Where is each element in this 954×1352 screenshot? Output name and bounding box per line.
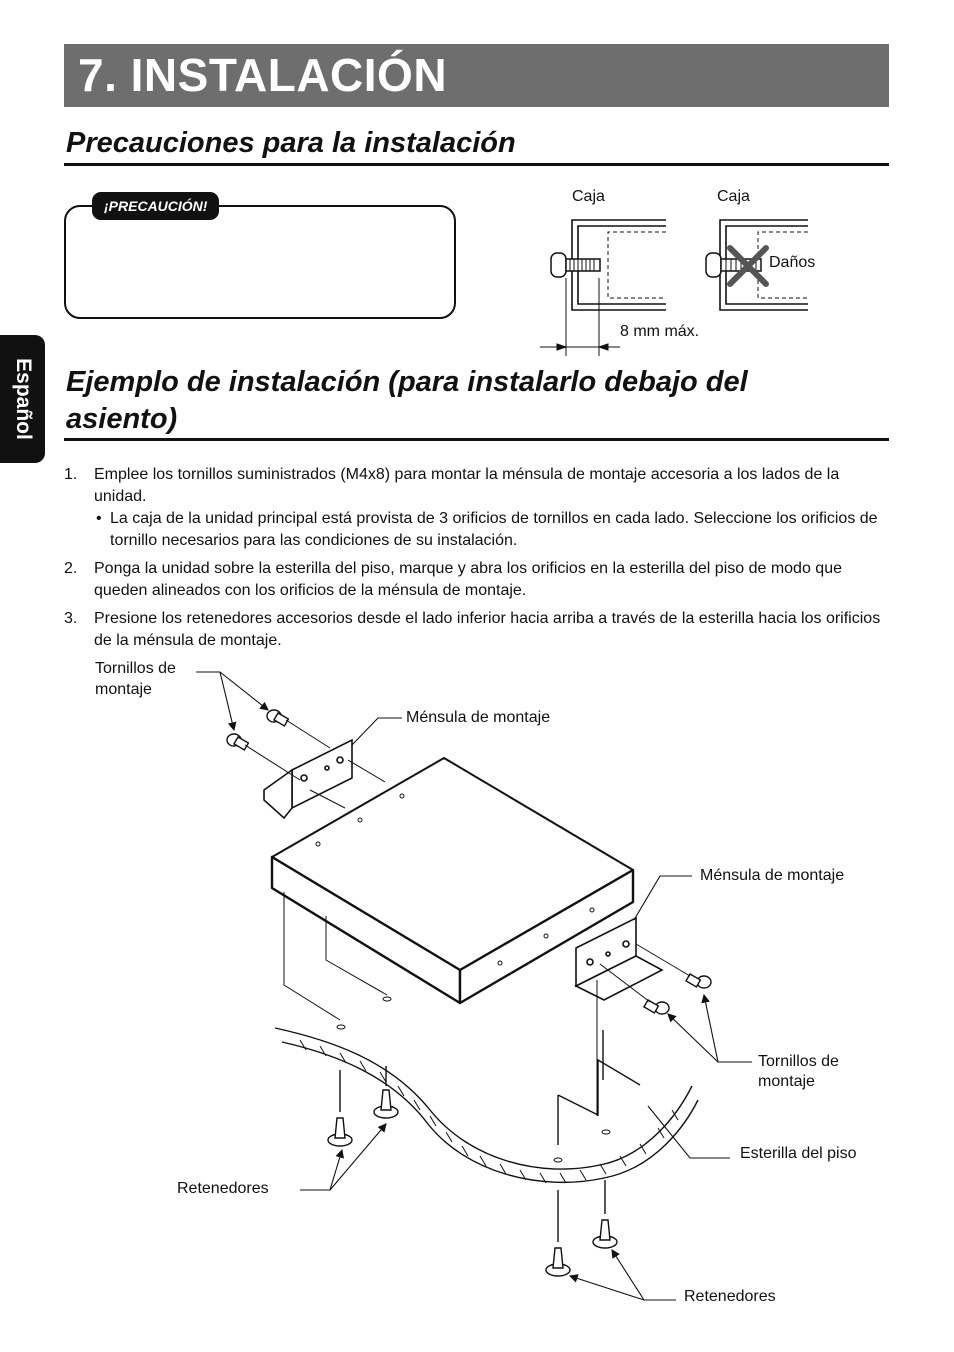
- screws-left-label-line2: montaje: [95, 681, 152, 698]
- mounting-bracket-right: [576, 918, 662, 1000]
- step-item: [64, 558, 890, 602]
- language-tab-label: Español: [11, 358, 35, 440]
- screws-right-label-line2: montaje: [758, 1073, 815, 1090]
- alignment-lines: [245, 720, 690, 1116]
- case-left-illustration: [572, 220, 666, 310]
- floor-mat-label: Esterilla del piso: [740, 1145, 857, 1162]
- bracket-top-label: Ménsula de montaje: [406, 709, 551, 726]
- precautions-heading: Precauciones para la instalación: [66, 127, 516, 159]
- installation-steps: [64, 464, 890, 658]
- screw-left-icon: [551, 253, 600, 277]
- bullet-mark: •: [96, 510, 102, 527]
- floor-hole-icons: [337, 997, 610, 1162]
- step-number: 1.: [64, 466, 78, 483]
- step-text: Presione los retenedores accesorios desde el lado inferior hacia arriba a través de la esterilla hacia los orificios de la ménsula de montaje.: [94, 610, 881, 649]
- precautions-heading-rule: [64, 163, 889, 166]
- main-unit-illustration: [272, 758, 633, 1003]
- screws-right-label-line1: Tornillos de: [758, 1053, 839, 1070]
- step-bullet: [94, 508, 890, 552]
- step-number: 2.: [64, 560, 78, 577]
- screws-left-label-line1: Tornillos de: [95, 660, 176, 677]
- step-item: [64, 608, 890, 652]
- chapter-header-bar: [64, 44, 889, 107]
- caution-badge: ¡PRECAUCIÓN!: [92, 192, 219, 220]
- case-left-label: Caja: [572, 188, 605, 205]
- damage-cross-icon: [730, 248, 766, 284]
- leader-lines: [196, 672, 752, 1300]
- retainer-icons: [328, 1066, 617, 1276]
- retainers-bottom-label: Retenedores: [684, 1288, 776, 1305]
- mounting-bracket-top: [264, 740, 352, 818]
- damage-label: Daños: [769, 254, 816, 271]
- example-heading-rule: [64, 438, 889, 441]
- example-heading-line1: Ejemplo de instalación (para instalarlo debajo del: [66, 366, 748, 398]
- mounting-screw-icons: [227, 710, 711, 1014]
- chapter-title: 7. INSTALACIÓN: [78, 49, 448, 101]
- screw-right-icon: [706, 253, 761, 277]
- bullet-text: La caja de la unidad principal está provista de 3 orificios de tornillos en cada lado. Seleccione los orificios de tornillo necesarios para las condiciones de su instalación.: [110, 510, 878, 549]
- bracket-right-label: Ménsula de montaje: [700, 867, 845, 884]
- depth-dimension: [540, 278, 620, 356]
- caution-box: [64, 205, 456, 319]
- step-text: Emplee los tornillos suministrados (M4x8) para montar la ménsula de montaje accesoria a los lados de la unidad.: [94, 466, 840, 505]
- case-right-label: Caja: [717, 188, 750, 205]
- language-side-tab: [0, 335, 45, 463]
- example-heading-line2: asiento): [66, 403, 178, 435]
- step-text: Ponga la unidad sobre la esterilla del piso, marque y abra los orificios en la esterilla del piso de modo que queden alineados con los orificios de la ménsula de montaje.: [94, 560, 842, 599]
- floor-mat-illustration: [275, 1028, 698, 1183]
- step-item: [64, 464, 890, 552]
- retainers-left-label: Retenedores: [177, 1180, 269, 1197]
- max-depth-label: 8 mm máx.: [620, 323, 700, 340]
- step-number: 3.: [64, 610, 78, 627]
